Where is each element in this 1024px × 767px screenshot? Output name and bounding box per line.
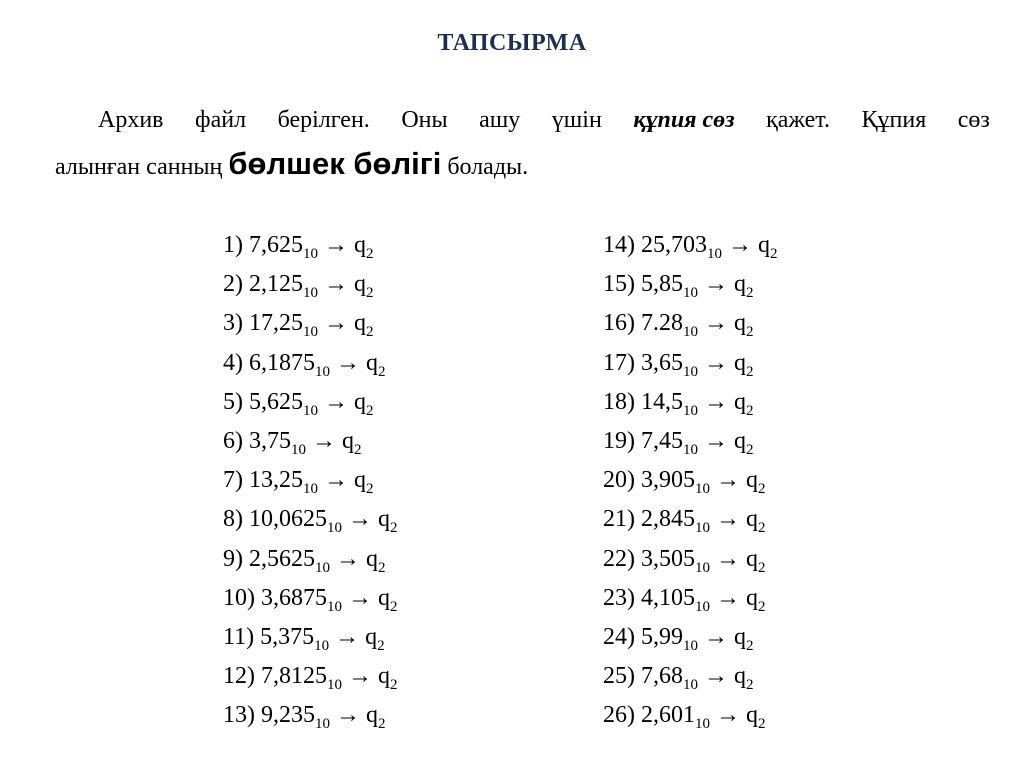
task-value: 10,0625 — [249, 506, 327, 533]
source-base: 10 — [695, 520, 710, 537]
description-word: Құпия — [861, 107, 927, 133]
target-variable: q — [354, 232, 366, 258]
target-variable: q — [354, 271, 366, 298]
arrow-symbol: → — [335, 623, 360, 650]
task-item — [223, 344, 398, 383]
source-base: 10 — [695, 481, 710, 498]
arrow-symbol: → — [336, 702, 360, 729]
description-word: сөз — [957, 107, 990, 133]
target-base: 2 — [758, 716, 766, 733]
target-base: 2 — [366, 324, 374, 341]
task-number: 12) — [223, 663, 255, 690]
task-number: 18) — [603, 388, 635, 415]
source-base: 10 — [315, 716, 330, 733]
source-base: 10 — [683, 677, 698, 694]
target-variable: q — [354, 388, 366, 415]
arrow-symbol: → — [312, 427, 336, 454]
task-item — [603, 461, 778, 500]
target-variable: q — [746, 545, 758, 572]
task-item — [603, 304, 778, 343]
task-value: 13,25 — [249, 467, 303, 494]
task-number: 4) — [223, 349, 243, 376]
task-value: 25,703 — [641, 232, 707, 258]
task-number: 24) — [603, 623, 635, 650]
target-variable: q — [354, 310, 366, 337]
task-item — [603, 344, 778, 383]
source-base: 10 — [683, 637, 698, 654]
target-variable: q — [734, 623, 746, 650]
task-value: 5,375 — [260, 623, 315, 650]
arrow-symbol: → — [324, 310, 348, 337]
source-base: 10 — [683, 402, 698, 419]
target-base: 2 — [366, 246, 374, 262]
source-base: 10 — [695, 716, 710, 733]
source-base: 10 — [327, 520, 342, 537]
source-base: 10 — [315, 559, 330, 576]
target-base: 2 — [390, 598, 398, 615]
target-variable: q — [734, 388, 746, 415]
task-value: 5,625 — [249, 388, 303, 415]
description-word: Оны — [401, 107, 448, 133]
source-base: 10 — [683, 363, 698, 380]
task-item — [603, 618, 778, 657]
target-variable: q — [746, 584, 758, 611]
description-word: берілген. — [277, 107, 370, 133]
arrow-symbol: → — [348, 663, 372, 690]
task-item — [223, 579, 398, 618]
task-item — [223, 461, 398, 500]
source-base: 10 — [315, 363, 330, 380]
task-value: 14,5 — [641, 388, 683, 415]
task-value: 7,8125 — [261, 663, 327, 690]
source-base: 10 — [303, 324, 318, 341]
target-variable: q — [746, 467, 758, 494]
task-value: 3,6875 — [261, 584, 327, 611]
target-base: 2 — [378, 559, 386, 576]
task-number: 8) — [223, 506, 243, 533]
source-base: 10 — [327, 598, 342, 615]
target-variable: q — [365, 623, 378, 650]
task-value: 2,601 — [641, 702, 695, 729]
task-number: 13) — [223, 702, 255, 729]
source-base: 10 — [683, 285, 698, 302]
arrow-symbol: → — [324, 467, 348, 494]
task-item — [603, 500, 778, 539]
target-variable: q — [734, 663, 746, 690]
task-number: 26) — [603, 702, 635, 729]
target-base: 2 — [746, 637, 754, 654]
task-number: 7) — [223, 467, 243, 494]
arrow-symbol: → — [324, 388, 348, 415]
target-base: 2 — [758, 481, 766, 498]
task-number: 21) — [603, 506, 635, 533]
task-number: 16) — [603, 310, 635, 337]
target-base: 2 — [746, 324, 754, 341]
task-item — [223, 540, 398, 579]
task-description — [55, 98, 990, 189]
task-value: 6,1875 — [249, 349, 315, 376]
target-base: 2 — [746, 285, 754, 302]
task-item — [223, 500, 398, 539]
task-value: 7,45 — [641, 427, 683, 454]
task-value: 9,235 — [261, 702, 315, 729]
target-variable: q — [734, 427, 746, 454]
target-base: 2 — [366, 285, 374, 302]
target-variable: q — [746, 506, 758, 533]
arrow-symbol: → — [716, 506, 740, 533]
task-number: 15) — [603, 271, 635, 298]
description-word: қажет. — [766, 107, 830, 133]
arrow-symbol: → — [348, 506, 372, 533]
target-variable: q — [746, 702, 758, 729]
target-variable: q — [734, 310, 746, 337]
arrow-symbol: → — [716, 467, 740, 494]
task-value: 7,68 — [641, 663, 683, 690]
task-number: 22) — [603, 545, 635, 572]
task-number: 17) — [603, 349, 635, 376]
target-variable: q — [366, 349, 378, 376]
task-item — [603, 383, 778, 422]
target-base: 2 — [366, 402, 374, 419]
task-number: 25) — [603, 663, 635, 690]
target-base: 2 — [758, 520, 766, 537]
task-item — [223, 618, 398, 657]
source-base: 10 — [291, 441, 306, 458]
task-number: 20) — [603, 467, 635, 494]
task-item — [603, 579, 778, 618]
task-item — [223, 265, 398, 304]
task-number: 9) — [223, 545, 243, 572]
target-base: 2 — [378, 716, 386, 733]
arrow-symbol: → — [716, 584, 740, 611]
target-base: 2 — [746, 441, 754, 458]
source-base: 10 — [314, 637, 330, 654]
target-base: 2 — [758, 559, 766, 576]
target-base: 2 — [746, 402, 754, 419]
page-title: ТАПСЫРМА — [437, 30, 587, 56]
arrow-symbol: → — [336, 349, 360, 376]
target-variable: q — [758, 232, 770, 258]
task-number: 14) — [603, 232, 635, 258]
task-value: 5,99 — [641, 623, 683, 650]
target-base: 2 — [366, 481, 374, 498]
arrow-symbol: → — [704, 310, 728, 337]
arrow-symbol: → — [324, 232, 348, 258]
arrow-symbol: → — [704, 271, 728, 298]
target-variable: q — [354, 467, 366, 494]
target-base: 2 — [758, 598, 766, 615]
target-base: 2 — [746, 677, 754, 694]
task-item — [603, 657, 778, 696]
source-base: 10 — [303, 285, 318, 302]
target-variable: q — [734, 271, 746, 298]
arrow-symbol: → — [336, 545, 360, 572]
task-number: 1) — [223, 232, 243, 258]
description-text: болады. — [441, 154, 529, 180]
task-item — [223, 657, 398, 696]
task-list-left — [223, 226, 398, 735]
arrow-symbol: → — [704, 427, 728, 454]
target-variable: q — [378, 506, 390, 533]
target-base: 2 — [770, 246, 778, 262]
task-item — [603, 540, 778, 579]
source-base: 10 — [695, 598, 710, 615]
task-item — [603, 696, 778, 735]
fractional-part-phrase: бөлшек бөлігі — [228, 146, 442, 181]
task-number: 11) — [223, 623, 255, 650]
task-number: 19) — [603, 427, 635, 454]
target-variable: q — [734, 349, 746, 376]
task-value: 17,25 — [249, 310, 303, 337]
task-number: 2) — [223, 271, 243, 298]
task-value: 2,845 — [641, 506, 695, 533]
source-base: 10 — [683, 441, 698, 458]
task-value: 2,125 — [249, 271, 303, 298]
arrow-symbol: → — [324, 271, 348, 298]
target-base: 2 — [377, 637, 385, 654]
source-base: 10 — [683, 324, 698, 341]
task-list-right — [603, 226, 778, 735]
description-word: файл — [195, 107, 247, 133]
description-word: Архив — [98, 107, 164, 133]
target-variable: q — [342, 427, 354, 454]
task-value: 3,905 — [641, 467, 695, 494]
target-variable: q — [366, 545, 378, 572]
arrow-symbol: → — [704, 623, 728, 650]
task-value: 2,5625 — [249, 545, 315, 572]
source-base: 10 — [303, 402, 318, 419]
description-text: алынған санның — [55, 154, 229, 180]
task-value: 3,65 — [641, 349, 683, 376]
arrow-symbol: → — [348, 584, 372, 611]
target-variable: q — [378, 663, 390, 690]
source-base: 10 — [303, 481, 318, 498]
task-item — [603, 422, 778, 461]
task-number: 6) — [223, 427, 243, 454]
task-item — [603, 265, 778, 304]
source-base: 10 — [327, 677, 342, 694]
arrow-symbol: → — [716, 545, 740, 572]
description-word: үшін — [551, 107, 602, 133]
target-variable: q — [366, 702, 378, 729]
task-number: 5) — [223, 388, 243, 415]
task-item — [603, 226, 778, 265]
description-line-1 — [55, 98, 990, 142]
task-item — [223, 696, 398, 735]
source-base: 10 — [707, 246, 722, 262]
arrow-symbol: → — [704, 349, 728, 376]
task-value: 3,75 — [249, 427, 291, 454]
task-item — [223, 226, 398, 265]
target-base: 2 — [390, 677, 398, 694]
task-value: 4,105 — [641, 584, 695, 611]
target-base: 2 — [746, 363, 754, 380]
source-base: 10 — [695, 559, 710, 576]
task-value: 7.28 — [641, 310, 683, 337]
task-item — [223, 304, 398, 343]
target-base: 2 — [354, 441, 362, 458]
task-number: 10) — [223, 584, 255, 611]
task-item — [223, 383, 398, 422]
task-value: 7,625 — [249, 232, 303, 258]
secret-word-phrase: құпия сөз — [633, 107, 735, 133]
target-variable: q — [378, 584, 390, 611]
arrow-symbol: → — [704, 388, 728, 415]
task-item — [223, 422, 398, 461]
task-number: 23) — [603, 584, 635, 611]
task-value: 3,505 — [641, 545, 695, 572]
target-base: 2 — [390, 520, 398, 537]
task-value: 5,85 — [641, 271, 683, 298]
description-word: ашу — [479, 107, 521, 133]
target-base: 2 — [378, 363, 386, 380]
source-base: 10 — [303, 246, 318, 262]
arrow-symbol: → — [728, 232, 752, 258]
task-number: 3) — [223, 310, 243, 337]
arrow-symbol: → — [716, 702, 740, 729]
arrow-symbol: → — [704, 663, 728, 690]
description-line-2 — [55, 142, 990, 189]
